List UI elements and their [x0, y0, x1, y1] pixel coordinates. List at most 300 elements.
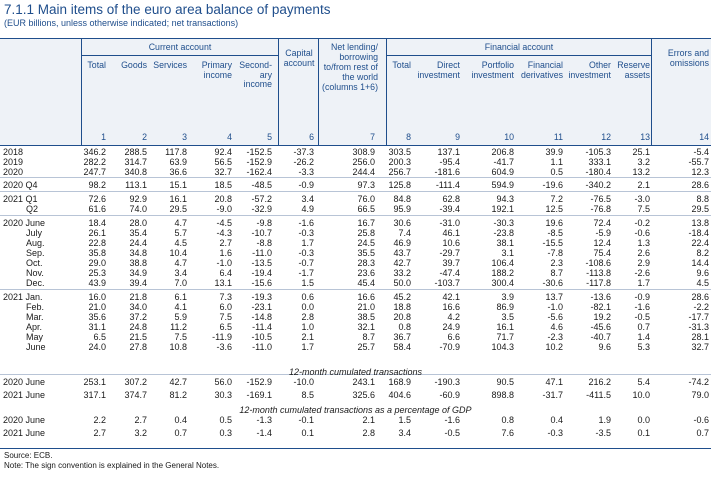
table-cell: 7.5	[174, 332, 187, 342]
table-cell: 34.8	[129, 248, 147, 258]
column-number: 1	[101, 132, 106, 142]
table-cell: 24.9	[442, 322, 460, 332]
column-header: Goods	[121, 60, 147, 70]
table-cell: 98.2	[88, 180, 106, 190]
table-row	[0, 292, 711, 302]
table-cell: 0.7	[637, 322, 650, 332]
table-cell: -0.7	[298, 258, 314, 268]
table-cell: -0.3	[298, 228, 314, 238]
table-cell: -30.6	[542, 278, 563, 288]
table-cell: -11.9	[212, 332, 232, 342]
table-cell: -57.2	[251, 194, 272, 204]
table-cell: -31.7	[542, 390, 563, 400]
table-row	[0, 258, 711, 268]
table-cell: 256.7	[388, 167, 411, 177]
table-title: 7.1.1 Main items of the euro area balance of payments	[4, 2, 331, 17]
table-cell: 58.4	[393, 342, 411, 352]
column-number: 7	[370, 132, 375, 142]
table-bottom-rule	[0, 448, 711, 449]
table-cell: 2.6	[637, 248, 650, 258]
table-cell: 0.7	[696, 428, 709, 438]
column-number: 5	[267, 132, 272, 142]
table-cell: 374.7	[124, 390, 147, 400]
table-cell: 137.1	[437, 147, 460, 157]
table-cell: -2.2	[693, 302, 709, 312]
table-cell: 346.2	[83, 147, 106, 157]
table-cell: 10.6	[442, 238, 460, 248]
row-label: 2020	[3, 167, 24, 177]
row-label: Q2	[26, 204, 39, 214]
table-cell: 4.7	[174, 258, 187, 268]
table-cell: 36.7	[393, 332, 411, 342]
table-cell: 0.1	[301, 428, 314, 438]
table-cell: -180.4	[585, 167, 611, 177]
table-cell: 18.4	[88, 218, 106, 228]
table-cell: -0.5	[444, 428, 460, 438]
table-cell: 24.4	[129, 238, 147, 248]
column-number: 2	[142, 132, 147, 142]
table-cell: 20.8	[214, 194, 232, 204]
table-cell: 0.6	[301, 292, 314, 302]
row-group-rule	[0, 191, 711, 192]
table-cell: -190.3	[434, 377, 460, 387]
table-cell: -26.2	[293, 157, 314, 167]
table-cell: 6.1	[174, 292, 187, 302]
table-cell: 10.8	[169, 342, 187, 352]
table-cell: 16.0	[88, 292, 106, 302]
table-cell: 4.5	[174, 238, 187, 248]
table-cell: 50.0	[393, 278, 411, 288]
table-cell: 19.6	[545, 218, 563, 228]
table-cell: 244.4	[352, 167, 375, 177]
table-cell: 79.0	[691, 390, 709, 400]
group-financial-account: Financial account	[484, 42, 554, 52]
table-cell: 12.4	[593, 238, 611, 248]
table-cell: 66.5	[357, 204, 375, 214]
row-label: 2020 June	[3, 415, 46, 425]
table-cell: 25.1	[632, 147, 650, 157]
row-label: Aug.	[26, 238, 45, 248]
table-cell: -11.0	[252, 342, 272, 352]
table-cell: 3.1	[501, 248, 514, 258]
table-cell: 2.1	[637, 180, 650, 190]
table-cell: 35.8	[88, 248, 106, 258]
table-cell: -40.7	[590, 332, 611, 342]
col-divider	[81, 38, 82, 146]
table-cell: -19.6	[542, 180, 563, 190]
table-cell: 39.7	[442, 258, 460, 268]
table-cell: -10.7	[251, 228, 272, 238]
table-cell: 0.8	[501, 415, 514, 425]
table-row	[0, 147, 711, 157]
table-cell: -117.8	[586, 278, 611, 288]
table-cell: 13.8	[691, 218, 709, 228]
table-cell: -10.0	[293, 377, 314, 387]
table-cell: 32.1	[357, 322, 375, 332]
table-row	[0, 322, 711, 332]
table-cell: 32.7	[214, 167, 232, 177]
table-cell: 8.7	[550, 268, 563, 278]
table-cell: 2.1	[362, 415, 375, 425]
row-label: May	[26, 332, 44, 342]
table-cell: 340.8	[124, 167, 147, 177]
table-cell: 27.8	[129, 342, 147, 352]
table-cell: 3.4	[398, 428, 411, 438]
table-cell: 28.0	[129, 218, 147, 228]
table-row	[0, 167, 711, 177]
table-cell: -108.6	[585, 258, 611, 268]
table-cell: 75.4	[593, 248, 611, 258]
table-cell: 104.3	[491, 342, 514, 352]
table-cell: 18.8	[393, 302, 411, 312]
table-cell: 9.6	[598, 342, 611, 352]
table-cell: 594.9	[491, 180, 514, 190]
column-header: Reserve assets	[617, 60, 650, 80]
table-cell: 30.3	[214, 390, 232, 400]
table-cell: 288.5	[124, 147, 147, 157]
section-cumulated: 12-month cumulated transactions	[288, 367, 423, 377]
table-cell: 282.2	[83, 157, 106, 167]
table-cell: 38.5	[357, 312, 375, 322]
table-cell: 38.1	[496, 238, 514, 248]
table-cell: 117.8	[165, 147, 187, 157]
table-cell: -0.5	[634, 312, 650, 322]
table-cell: 5.3	[637, 342, 650, 352]
table-cell: 0.8	[398, 322, 411, 332]
table-cell: 3.2	[637, 157, 650, 167]
table-cell: -14.8	[251, 312, 272, 322]
column-header: Services	[153, 60, 187, 70]
table-cell: -23.1	[251, 302, 272, 312]
col-divider	[651, 38, 652, 146]
table-cell: 2.7	[93, 428, 106, 438]
row-label: Sep.	[26, 248, 45, 258]
table-cell: -37.3	[293, 147, 314, 157]
table-cell: -60.9	[439, 390, 460, 400]
table-cell: 604.9	[491, 167, 514, 177]
table-cell: -55.7	[688, 157, 709, 167]
table-cell: 6.4	[219, 268, 232, 278]
table-cell: 39.9	[545, 147, 563, 157]
table-cell: 113.1	[125, 180, 147, 190]
table-cell: 36.6	[169, 167, 187, 177]
header-top-rule	[0, 38, 711, 39]
group-net-lending: Net lending/ borrowing to/from rest of the world (columns 1+6)	[322, 42, 378, 92]
table-row	[0, 377, 711, 387]
table-cell: -9.0	[216, 204, 232, 214]
table-cell: 1.7	[301, 342, 314, 352]
table-cell: -0.2	[634, 218, 650, 228]
col-divider	[318, 38, 319, 146]
table-row	[0, 228, 711, 238]
table-cell: -70.9	[439, 342, 460, 352]
table-cell: 1.1	[550, 157, 563, 167]
table-cell: -18.4	[688, 228, 709, 238]
table-cell: 95.9	[393, 204, 411, 214]
table-cell: 45.2	[393, 292, 411, 302]
table-cell: 28.1	[691, 332, 709, 342]
table-cell: 23.6	[357, 268, 375, 278]
table-cell: 22.8	[88, 238, 106, 248]
table-cell: -7.8	[547, 248, 563, 258]
column-number: 6	[309, 132, 314, 142]
row-label: 2020 June	[3, 218, 46, 228]
table-cell: 24.5	[357, 238, 375, 248]
table-cell: 13.2	[632, 167, 650, 177]
table-cell: -1.4	[256, 428, 272, 438]
table-cell: 10.4	[169, 248, 187, 258]
table-cell: 404.6	[388, 390, 411, 400]
column-number: 4	[227, 132, 232, 142]
table-cell: 8.7	[362, 332, 375, 342]
table-cell: 31.1	[88, 322, 106, 332]
table-cell: 3.4	[301, 194, 314, 204]
table-cell: -0.6	[693, 415, 709, 425]
table-cell: 13.7	[545, 292, 563, 302]
table-cell: 22.4	[691, 238, 709, 248]
table-cell: 19.2	[593, 312, 611, 322]
table-cell: -45.6	[590, 322, 611, 332]
header-bottom-rule	[0, 145, 711, 146]
column-number: 3	[182, 132, 187, 142]
table-cell: 1.9	[598, 415, 611, 425]
table-cell: 2.2	[93, 415, 106, 425]
table-cell: -4.3	[216, 228, 232, 238]
table-cell: 9.6	[696, 268, 709, 278]
table-cell: 94.3	[496, 194, 514, 204]
table-cell: -0.3	[298, 248, 314, 258]
table-cell: 4.2	[447, 312, 460, 322]
table-cell: -13.5	[251, 258, 272, 268]
table-cell: 8.2	[696, 248, 709, 258]
table-cell: 7.3	[219, 292, 232, 302]
table-cell: -15.5	[542, 238, 563, 248]
row-label: Oct.	[26, 258, 43, 268]
table-cell: 20.8	[393, 312, 411, 322]
table-cell: 16.1	[169, 194, 187, 204]
table-cell: 192.1	[491, 204, 514, 214]
table-cell: 74.0	[129, 204, 147, 214]
table-cell: 32.7	[691, 342, 709, 352]
table-cell: -181.6	[434, 167, 460, 177]
table-cell: -113.8	[586, 268, 611, 278]
table-cell: 24.0	[88, 342, 106, 352]
table-row	[0, 342, 711, 352]
table-cell: 47.1	[545, 377, 563, 387]
table-cell: 253.1	[83, 377, 106, 387]
table-cell: -11.4	[252, 322, 272, 332]
table-cell: -162.4	[246, 167, 272, 177]
table-cell: -3.3	[298, 167, 314, 177]
table-cell: -23.8	[493, 228, 514, 238]
table-cell: 62.8	[442, 194, 460, 204]
table-cell: 11.2	[170, 322, 187, 332]
source-note: Source: ECB.	[4, 451, 53, 460]
table-cell: 16.7	[357, 218, 375, 228]
row-label: 2018	[3, 147, 24, 157]
table-cell: 300.4	[491, 278, 514, 288]
table-cell: 34.9	[129, 268, 147, 278]
table-row	[0, 194, 711, 204]
table-cell: 72.6	[88, 194, 106, 204]
table-cell: -11.0	[252, 248, 272, 258]
table-cell: -13.6	[590, 292, 611, 302]
column-number: 10	[504, 132, 514, 142]
table-cell: 16.1	[496, 322, 514, 332]
table-cell: 10.0	[632, 390, 650, 400]
row-label: 2021 Q1	[3, 194, 38, 204]
table-cell: 1.3	[637, 238, 650, 248]
table-cell: -1.7	[298, 268, 314, 278]
table-row	[0, 157, 711, 167]
column-header: Portfolio investment	[471, 60, 514, 80]
table-cell: -15.6	[251, 278, 272, 288]
row-group-rule	[0, 289, 711, 290]
table-cell: 4.6	[550, 322, 563, 332]
current-account-rule	[82, 55, 278, 56]
table-cell: 1.4	[637, 332, 650, 342]
row-label: 2019	[3, 157, 24, 167]
table-row	[0, 278, 711, 288]
table-row	[0, 204, 711, 214]
table-cell: -2.3	[547, 332, 563, 342]
table-cell: 206.8	[491, 147, 514, 157]
table-cell: 76.0	[357, 194, 375, 204]
table-cell: 81.2	[169, 390, 187, 400]
table-cell: -0.1	[298, 415, 314, 425]
row-label: 2021 June	[3, 428, 46, 438]
table-cell: 5.7	[174, 228, 187, 238]
table-cell: -105.3	[585, 147, 611, 157]
table-cell: -111.4	[435, 180, 460, 190]
table-cell: 0.4	[174, 415, 187, 425]
column-header: Direct investment	[417, 60, 460, 80]
table-cell: -76.8	[590, 204, 611, 214]
row-label: 2020 June	[3, 377, 46, 387]
table-cell: -103.7	[434, 278, 460, 288]
table-cell: -8.5	[547, 228, 563, 238]
table-cell: 8.5	[301, 390, 314, 400]
table-row	[0, 180, 711, 190]
table-cell: -1.6	[444, 415, 460, 425]
table-cell: -39.4	[439, 204, 460, 214]
table-cell: 7.0	[174, 278, 187, 288]
row-label: Feb.	[26, 302, 45, 312]
table-cell: -10.5	[251, 332, 272, 342]
table-cell: 5.9	[174, 312, 187, 322]
table-cell: -411.5	[586, 390, 611, 400]
table-subtitle: (EUR billions, unless otherwise indicated; net transactions)	[4, 18, 239, 28]
table-cell: 43.7	[393, 248, 411, 258]
table-cell: 46.1	[442, 228, 460, 238]
column-number: 8	[406, 132, 411, 142]
table-cell: -0.3	[547, 428, 563, 438]
row-label: 2021 Jan.	[3, 292, 43, 302]
table-cell: 2.9	[637, 258, 650, 268]
table-cell: 35.5	[357, 248, 375, 258]
table-cell: 90.5	[496, 377, 514, 387]
table-cell: -17.7	[688, 312, 709, 322]
column-number: 9	[455, 132, 460, 142]
table-cell: 16.6	[442, 302, 460, 312]
table-cell: -0.9	[634, 292, 650, 302]
table-cell: 21.0	[88, 302, 106, 312]
table-cell: 200.3	[388, 157, 411, 167]
table-cell: 898.8	[491, 390, 514, 400]
sign-convention-note: Note: The sign convention is explained in the General Notes.	[4, 461, 220, 470]
table-row	[0, 415, 711, 425]
table-cell: 56.5	[214, 157, 232, 167]
table-cell: 29.0	[88, 258, 106, 268]
table-cell: 28.6	[691, 180, 709, 190]
row-label: 2021 June	[3, 390, 46, 400]
table-cell: -30.3	[493, 218, 514, 228]
table-cell: 6.5	[219, 322, 232, 332]
table-cell: -8.8	[256, 238, 272, 248]
table-cell: -47.4	[439, 268, 460, 278]
table-cell: 0.1	[637, 428, 650, 438]
table-cell: 21.0	[357, 302, 375, 312]
table-row	[0, 312, 711, 322]
table-cell: -340.2	[585, 180, 611, 190]
table-cell: -2.6	[634, 268, 650, 278]
table-cell: 92.4	[214, 147, 232, 157]
table-cell: 35.4	[129, 228, 147, 238]
table-cell: 63.9	[169, 157, 187, 167]
table-cell: -5.9	[595, 228, 611, 238]
table-cell: -1.6	[298, 218, 314, 228]
table-cell: 2.7	[219, 238, 232, 248]
column-header: Other investment	[568, 60, 611, 80]
table-cell: -1.0	[547, 302, 563, 312]
table-cell: 4.7	[174, 218, 187, 228]
table-cell: 0.0	[301, 302, 314, 312]
table-cell: 43.9	[88, 278, 106, 288]
table-row	[0, 332, 711, 342]
row-label: June	[26, 342, 46, 352]
table-cell: -169.1	[246, 390, 272, 400]
table-cell: 106.4	[491, 258, 514, 268]
group-capital-account: Capital account	[283, 48, 315, 68]
table-cell: 325.6	[352, 390, 375, 400]
table-cell: 1.0	[301, 322, 314, 332]
financial-account-rule	[387, 55, 651, 56]
column-number: 13	[640, 132, 650, 142]
table-cell: 3.5	[501, 312, 514, 322]
table-cell: -76.5	[590, 194, 611, 204]
table-cell: 30.6	[393, 218, 411, 228]
table-cell: 1.5	[301, 278, 314, 288]
table-cell: -1.0	[216, 258, 232, 268]
table-cell: 0.4	[550, 415, 563, 425]
table-cell: -1.3	[256, 415, 272, 425]
table-cell: 2.3	[550, 258, 563, 268]
table-cell: 24.8	[129, 322, 147, 332]
table-row	[0, 428, 711, 438]
table-cell: 0.5	[219, 415, 232, 425]
table-cell: 86.9	[496, 302, 514, 312]
table-cell: 29.5	[169, 204, 187, 214]
table-cell: -9.8	[256, 218, 272, 228]
table-cell: 314.7	[124, 157, 147, 167]
table-cell: 4.9	[301, 204, 314, 214]
table-cell: -31.0	[439, 218, 460, 228]
table-cell: 13.1	[214, 278, 232, 288]
table-cell: -32.9	[251, 204, 272, 214]
table-cell: 8.8	[696, 194, 709, 204]
table-cell: 216.2	[588, 377, 611, 387]
table-cell: 317.1	[83, 390, 106, 400]
